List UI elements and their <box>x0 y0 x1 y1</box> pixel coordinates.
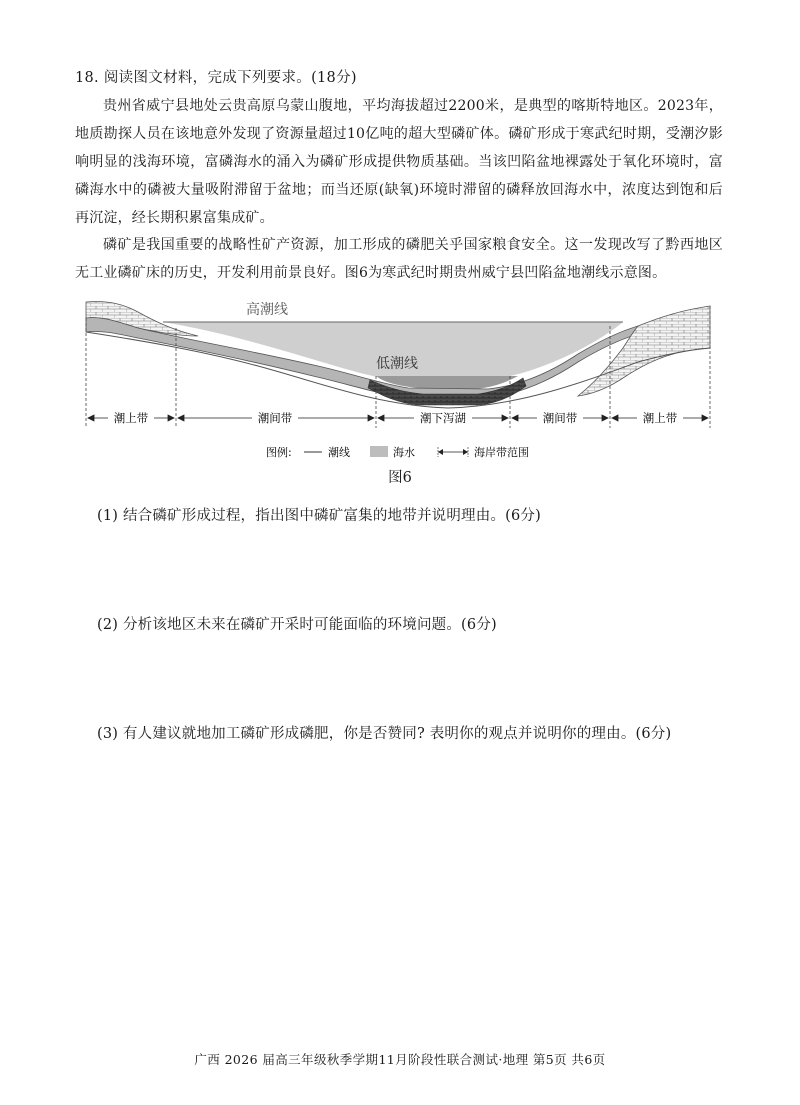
zone-label-4: 潮间带 <box>542 411 578 425</box>
figure-caption: 图6 <box>388 470 412 486</box>
tide-line-diagram <box>78 288 718 467</box>
material-paragraph-2: 磷矿是我国重要的战略性矿产资源，加工形成的磷肥关乎国家粮食安全。这一发现改写了黔西地区无工业磷矿床的历史，开发利用前景良好。图6为寒武纪时期贵州威宁县凹陷盆地潮线示意图。 <box>75 237 723 281</box>
legend-title: 图例: <box>266 446 292 459</box>
page-footer: 广西 2026 届高三年级秋季学期11月阶段性联合测试·地理 第5页 共6页 <box>194 1052 606 1067</box>
question-header: 18. 阅读图文材料，完成下列要求。(18分) <box>75 70 357 86</box>
zone-label-3: 潮下泻湖 <box>420 411 466 425</box>
legend-tide-line: 潮线 <box>328 446 350 459</box>
low-tide-label: 低潮线 <box>376 356 418 372</box>
legend-coastal-range: 海岸带范围 <box>474 446 529 459</box>
zone-label-1: 潮上带 <box>113 411 149 425</box>
zone-label-2: 潮间带 <box>257 411 293 425</box>
sub-question-3: (3) 有人建议就地加工磷矿形成磷肥，你是否赞同? 表明你的观点并说明你的理由。(6分) <box>97 726 672 742</box>
legend-sea-water: 海水 <box>393 446 415 459</box>
legend <box>266 445 529 459</box>
sub-question-1: (1) 结合磷矿形成过程，指出图中磷矿富集的地带并说明理由。(6分) <box>97 508 541 524</box>
sub-question-2: (2) 分析该地区未来在磷矿开采时可能面临的环境问题。(6分) <box>97 617 497 633</box>
zone-label-5: 潮上带 <box>642 411 678 425</box>
material-paragraph-1: 贵州省威宁县地处云贵高原乌蒙山腹地，平均海拔超过2200米，是典型的喀斯特地区。2023年，地质勘探人员在该地意外发现了资源量超过10亿吨的超大型磷矿体。磷矿形成于寒武纪时期，受潮汐影响明显的浅海环境，富磷海水的涌入为磷矿形成提供物质基础。当该凹陷盆地裸露处于氧化环境时，富磷海水中的磷被大量吸附滞留于盆地；而当还原(缺氧)环境时滞留的磷释放回海水中，浓度达到饱和后再沉淀，经长期积累富集成矿。 <box>75 98 723 226</box>
high-tide-label: 高潮线 <box>246 302 288 318</box>
